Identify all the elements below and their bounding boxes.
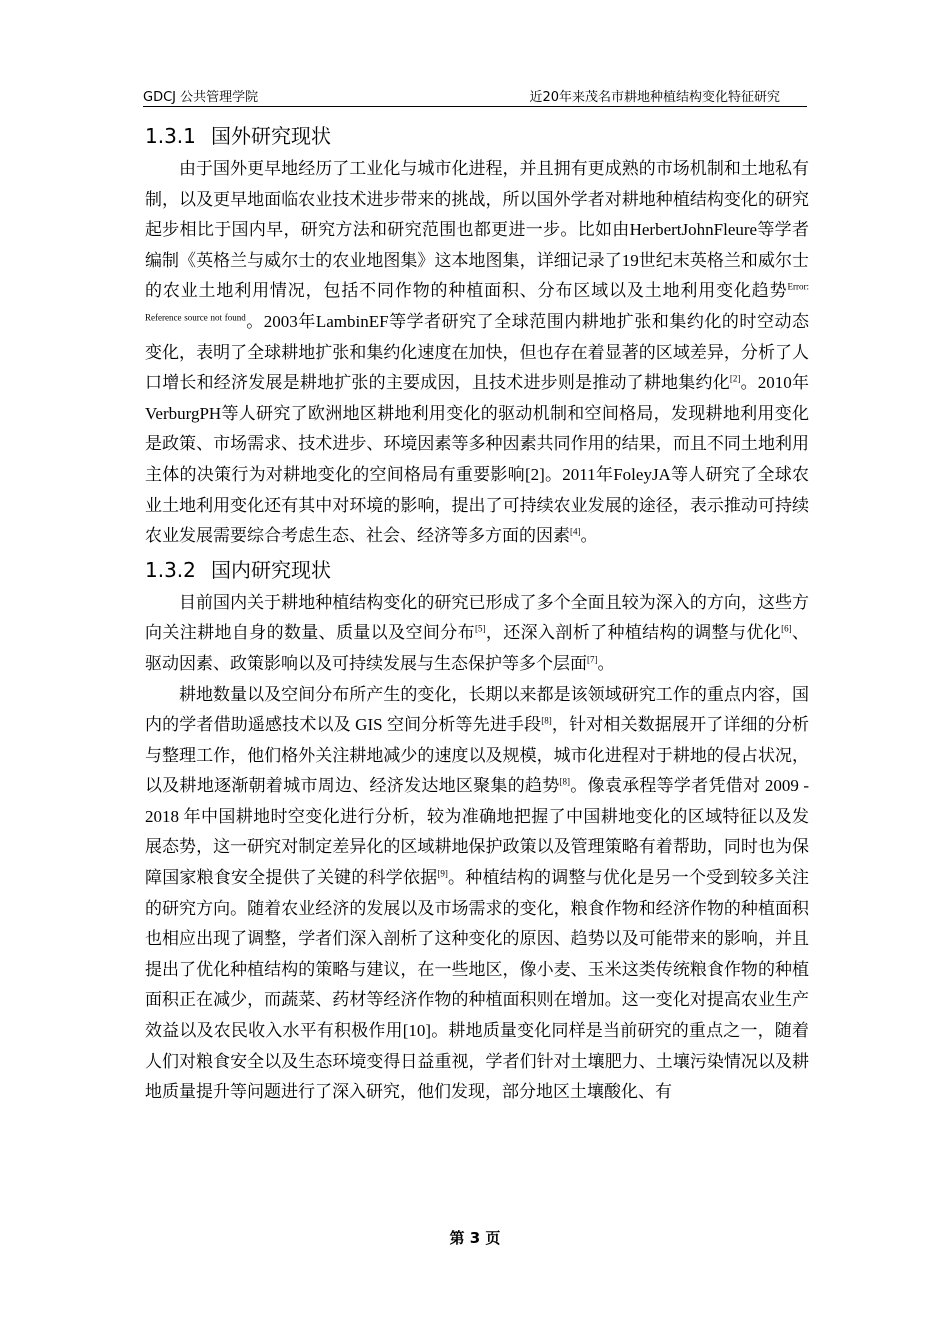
citation-marker: [8] xyxy=(541,715,552,726)
paragraph-text: ，针对相关数据展开了详细的分析与整理工作，他们格外关注耕地减少的速度以及规模，城市化进程对于耕地的侵占状况，以及耕地逐渐朝着城市周边、经济发达地区聚集的趋势 xyxy=(145,715,809,796)
paragraph-text: 、驱动因素、政策影响以及可持续发展与生态保护等多个层面 xyxy=(145,623,810,673)
section-title: 国内研究现状 xyxy=(211,557,331,582)
paragraph-text: 。像袁承程等学者凭借对 2009 - 2018 年中国耕地时空变化进行分析，较为准确地把握了中国耕地变化的区域特征以及发展态势，这一研究对制定差异化的区域耕地保护政策以及管理策略有着帮助，同时也为保障国家粮食安全提供了关键的科学依据 xyxy=(145,776,809,888)
paragraph-text: 由于国外更早地经历了工业化与城市化进程，并且拥有更成熟的市场机制和土地私有制，以及更早地面临农业技术进步带来的挑战，所以国外学者对耕地种植结构变化的研究起步相比于国内早，研究方法和研究范围也都更进一步。比如由HerbertJohnFleure等学者编制《英格兰与威尔士的农业地图集》这本地图集，详细记录了19世纪末英格兰和威尔士的农业土地利用情况，包括不同作物的种植面积、分布区域以及土地利用变化趋势 xyxy=(145,159,809,301)
paragraph-text: 。2010年VerburgPH等人研究了欧洲地区耕地利用变化的驱动机制和空间格局，发现耕地利用变化是政策、市场需求、技术进步、环境因素等多种因素共同作用的结果，而且不同土地利用主体的决策行为对耕地变化的空间格局有重要影响[2]。2011年FoleyJA等人研究了全球农业土地利用变化还有其中对环境的影响，提出了可持续农业发展的途径，表示推动可持续农业发展需要综合考虑生态、社会、经济等多方面的因素 xyxy=(145,373,809,546)
citation-marker: [2] xyxy=(729,373,741,384)
citation-marker: [6] xyxy=(781,623,792,634)
paragraph-text: 。 xyxy=(580,526,598,546)
body-paragraph xyxy=(145,154,809,552)
paragraph-text: 。 xyxy=(597,653,615,673)
page-number: 第 3 页 xyxy=(449,1229,501,1247)
paragraph-text: 。2003年LambinEF等学者研究了全球范围内耕地扩张和集约化的时空动态变化，表明了全球耕地扩张和集约化速度在加快，但也存在着显著的区域差异，分析了人口增长和经济发展是耕地扩张的主要成因，且技术进步则是推动了耕地集约化 xyxy=(145,311,809,393)
section-number: 1.3.2 xyxy=(145,557,196,582)
body-paragraph xyxy=(145,588,809,680)
paragraph-text: 目前国内关于耕地种植结构变化的研究已形成了多个全面且较为深入的方向，这些方向关注耕地自身的数量、质量以及空间分布 xyxy=(145,592,809,643)
paragraph-text: 。种植结构的调整与优化是另一个受到较多关注的研究方向。随着农业经济的发展以及市场需求的变化，粮食作物和经济作物的种植面积也相应出现了调整，学者们深入剖析了这种变化的原因、趋势以及可能带来的影响，并且提出了优化种植结构的策略与建议，在一些地区，像小麦、玉米这类传统粮食作物的种植面积正在减少，而蔬菜、药材等经济作物的种植面积则在增加。这一变化对提高农业生产效益以及农民收入水平有积极作用[10]。耕地质量变化同样是当前研究的重点之一，随着人们对粮食安全以及生态环境变得日益重视，学者们针对土壤肥力、土壤污染情况以及耕地质量提升等问题进行了深入研究，他们发现，部分地区土壤酸化、有 xyxy=(145,868,810,1102)
citation-marker: [8] xyxy=(559,776,571,787)
paragraph-text: ，还深入剖析了种植结构的调整与优化 xyxy=(485,623,782,643)
citation-marker: Error: Reference source not found xyxy=(145,281,809,323)
section-number: 1.3.1 xyxy=(145,124,196,148)
page-header xyxy=(143,84,807,107)
citation-marker: [9] xyxy=(437,868,448,879)
citation-marker: [5] xyxy=(475,623,486,634)
header-institution: GDCJ 公共管理学院 xyxy=(143,90,259,105)
section-heading xyxy=(145,118,809,154)
citation-marker: [7] xyxy=(587,654,598,665)
paragraph-text: 耕地数量以及空间分布所产生的变化，长期以来都是该领域研究工作的重点内容，国内的学者借助遥感技术以及 GIS 空间分析等先进手段 xyxy=(145,684,809,735)
section-title: 国外研究现状 xyxy=(211,124,331,148)
header-thesis-title: 近20年来茂名市耕地种植结构变化特征研究 xyxy=(529,90,780,105)
body-content xyxy=(145,118,809,1108)
section-heading xyxy=(145,552,809,588)
citation-marker: [4] xyxy=(570,526,581,537)
body-paragraph xyxy=(145,680,809,1108)
